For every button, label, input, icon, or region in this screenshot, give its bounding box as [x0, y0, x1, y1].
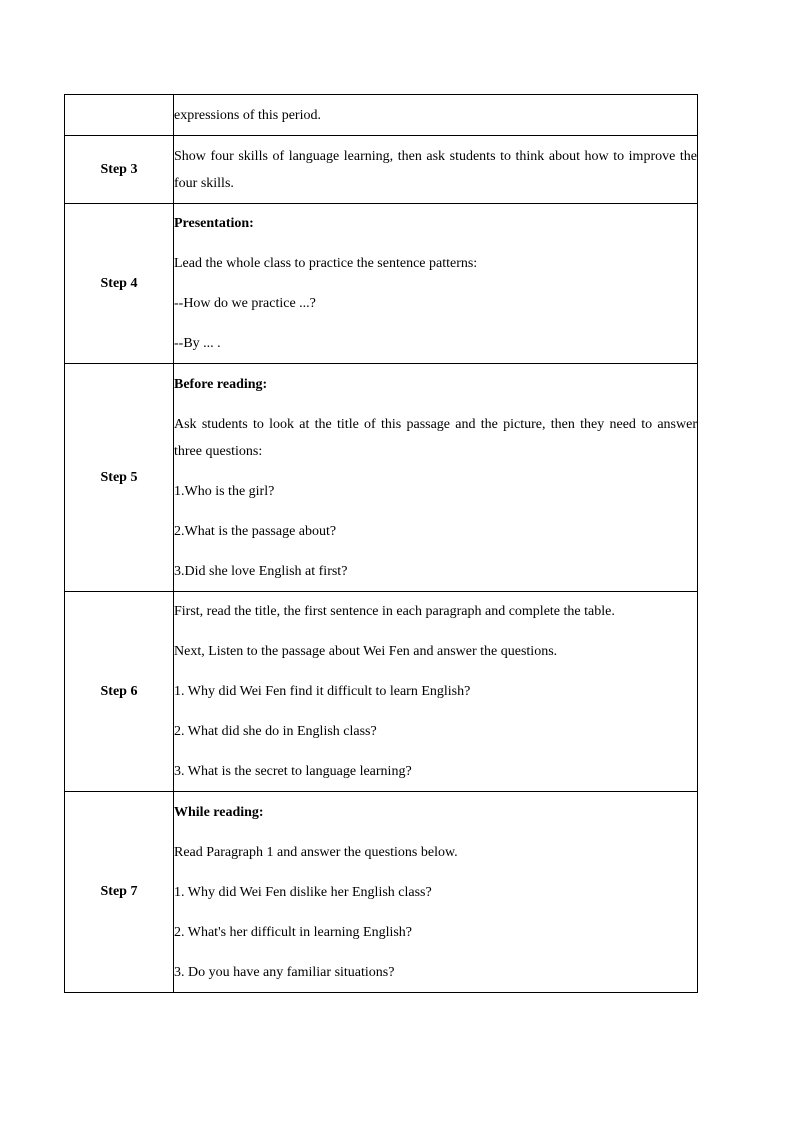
content-line: Next, Listen to the passage about Wei Fen and answer the questions.: [174, 644, 558, 659]
step-content: [174, 592, 698, 792]
content-line: 3. Do you have any familiar situations?: [174, 964, 395, 980]
step-content: [174, 792, 698, 993]
content-line: --By ... .: [174, 336, 221, 351]
lesson-plan-table: [64, 94, 698, 993]
content-line: Show four skills of language learning, then ask students to think about how to improve the four skills.: [174, 148, 697, 191]
section-heading: While reading:: [174, 804, 264, 820]
content-line: 3. What is the secret to language learning?: [174, 764, 412, 779]
content-line: 2. What's her difficult in learning English?: [174, 924, 413, 940]
table-row: [65, 592, 698, 792]
step-label: Step 3: [65, 136, 174, 204]
section-heading: Presentation:: [174, 216, 254, 231]
content-line: 1.Who is the girl?: [174, 483, 275, 499]
step-content: [174, 136, 698, 204]
step-label: [65, 95, 174, 136]
content-line: 2.What is the passage about?: [174, 523, 337, 539]
content-line: 1. Why did Wei Fen find it difficult to learn English?: [174, 684, 471, 699]
content-line: 3.Did she love English at first?: [174, 563, 348, 579]
content-line: expressions of this period.: [174, 107, 321, 123]
content-line: Read Paragraph 1 and answer the questions below.: [174, 844, 458, 860]
content-line: Lead the whole class to practice the sentence patterns:: [174, 256, 478, 271]
table-row: [65, 204, 698, 364]
step-label: Step 5: [65, 364, 174, 592]
section-heading: Before reading:: [174, 376, 268, 392]
content-line: 2. What did she do in English class?: [174, 724, 377, 739]
content-line: Ask students to look at the title of this passage and the picture, then they need to answer three questions:: [174, 416, 697, 459]
step-content: [174, 364, 698, 592]
table-row: [65, 136, 698, 204]
step-label: Step 4: [65, 204, 174, 364]
step-label: Step 6: [65, 592, 174, 792]
content-line: First, read the title, the first sentence in each paragraph and complete the table.: [174, 604, 615, 619]
step-label: Step 7: [65, 792, 174, 993]
content-line: --How do we practice ...?: [174, 296, 316, 311]
content-line: 1. Why did Wei Fen dislike her English class?: [174, 884, 432, 900]
table-row: [65, 95, 698, 136]
step-content: [174, 95, 698, 136]
step-content: [174, 204, 698, 364]
table-row: [65, 792, 698, 993]
table-row: [65, 364, 698, 592]
